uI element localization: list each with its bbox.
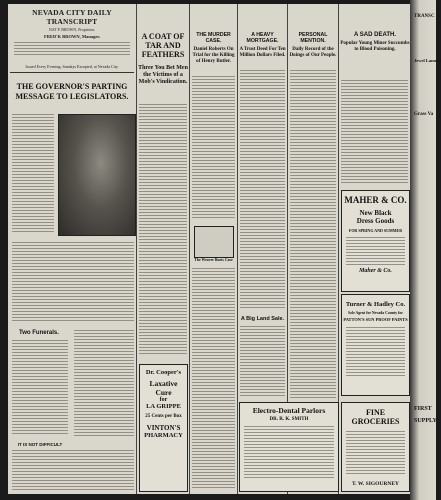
ad-maher-line1: New Black [359, 209, 392, 217]
masthead-rates [14, 42, 130, 56]
ad-turner-line1: Sole Agent for Nevada County for [348, 311, 403, 315]
subhead-trust: A Trust Deed For Ten Million Dollars Filed. [239, 47, 286, 58]
ad-maher-name: MAHER & CO. [344, 195, 407, 205]
masthead-issued: Issued Every Evening, Sundays Excepted, at Nevada City. [25, 64, 119, 69]
ad-dr-cooper [139, 364, 188, 492]
ad-fine-groceries [341, 402, 410, 492]
ad-maher-text [346, 237, 405, 265]
ad-cooper-seller: VINTON'S [146, 424, 181, 432]
ad-cooper-line1: Laxative [149, 379, 178, 388]
edge-line3: Grass Va [414, 112, 434, 117]
ad-maher-line3: FOR SPRING AND SUMMER [348, 228, 403, 233]
masthead-proprietor: NAT P. BROWN, Proprietor. [48, 27, 96, 32]
column-rule [189, 4, 190, 494]
subhead-trial: Daniel Roberts On Trial for the Killing of Henry Butler. [192, 47, 235, 64]
ad-cooper-price: 25 Cents per Box [145, 414, 182, 419]
article-text [139, 104, 187, 354]
ad-maher-line2: Dress Goods [356, 217, 395, 225]
masthead-title: NEVADA CITY DAILY TRANSCRIPT [32, 8, 112, 26]
headline-personal: PERSONAL MENTION. [298, 32, 328, 44]
ad-cooper-line2: Cure [155, 388, 172, 397]
headline-land-sale: A Big Land Sale. [240, 316, 285, 322]
ad-dental-name: Electro-Dental Parlors [252, 406, 326, 415]
subhead-blood-poisoning: Popular Young Miner Succumbs to Blood Poisoning. [340, 41, 410, 52]
edge-line4: FIRST [414, 406, 432, 412]
ad-cooper-line4: LA GRIPPE [146, 403, 181, 410]
column-3 [191, 4, 236, 494]
ad-turner-hadley [341, 294, 410, 396]
headline-murder: THE MURDER CASE. [196, 32, 231, 44]
article-text [74, 330, 134, 436]
article-text [12, 450, 134, 490]
article-text [240, 326, 285, 398]
article-text [192, 268, 235, 490]
column-rule [237, 4, 238, 494]
masthead-manager: FRED'K BROWN, Manager. [43, 34, 101, 39]
article-text [12, 242, 134, 322]
ad-groceries-name: FINE GROCERIES [351, 408, 400, 426]
adjacent-page-edge [410, 0, 441, 500]
illustration [194, 226, 234, 258]
newspaper-page [8, 4, 410, 494]
edge-line2: Jewel Lament [414, 58, 441, 63]
edge-line1: TRANSC [414, 14, 435, 19]
headline-governor: THE GOVERNOR'S PARTING MESSAGE TO LEGISLATORS. [15, 82, 129, 101]
ad-dental-doctor: DR. R. K. SMITH [269, 417, 309, 422]
subhead-doings: Daily Record of the Doings of Our People. [289, 47, 337, 58]
ad-turner-text [346, 327, 405, 377]
subhead-mob: Three You Bet Men the Victims of a Mob's Vindication. [138, 65, 188, 85]
article-text [12, 114, 54, 234]
column-rule [136, 4, 137, 494]
article-text [290, 70, 336, 398]
article-text [341, 80, 408, 184]
subhead-funerals: Two Funerals. [19, 330, 59, 336]
headline-sad-death: A SAD DEATH. [354, 32, 396, 38]
bottom-note: IT IS NOT DIFFICULT [17, 442, 63, 447]
column-2 [138, 4, 188, 494]
article-text [12, 340, 68, 436]
ad-groceries-text [346, 431, 405, 475]
portrait-photo [58, 114, 136, 236]
ad-weaver: The Weaver Boots Case [194, 258, 233, 262]
ad-turner-name: Turner & Hadley Co. [345, 301, 406, 308]
ad-cooper-line3: for [159, 397, 168, 403]
column-6 [340, 4, 410, 494]
ad-groceries-seller: T. W. SIGOURNEY [352, 481, 399, 487]
ad-maher [341, 190, 410, 292]
article-text [240, 70, 285, 310]
divider [10, 72, 134, 73]
ad-electro-dental [239, 402, 339, 492]
headline-mortgage: A HEAVY MORTGAGE. [246, 32, 279, 44]
article-text [192, 76, 235, 220]
ad-maher-footer: Maher & Co. [359, 268, 392, 274]
edge-line5: SUPPLY [414, 418, 437, 424]
ad-cooper-name: Dr. Cooper's [145, 369, 182, 376]
ad-cooper-seller2: PHARMACY [144, 432, 183, 439]
headline-tar-feathers: A COAT OF TAR AND FEATHERS [141, 32, 185, 59]
ad-turner-line2: PATTON'S SUN PROOF PAINTS [343, 317, 408, 322]
ad-dental-text [244, 426, 334, 480]
column-1 [10, 4, 134, 494]
